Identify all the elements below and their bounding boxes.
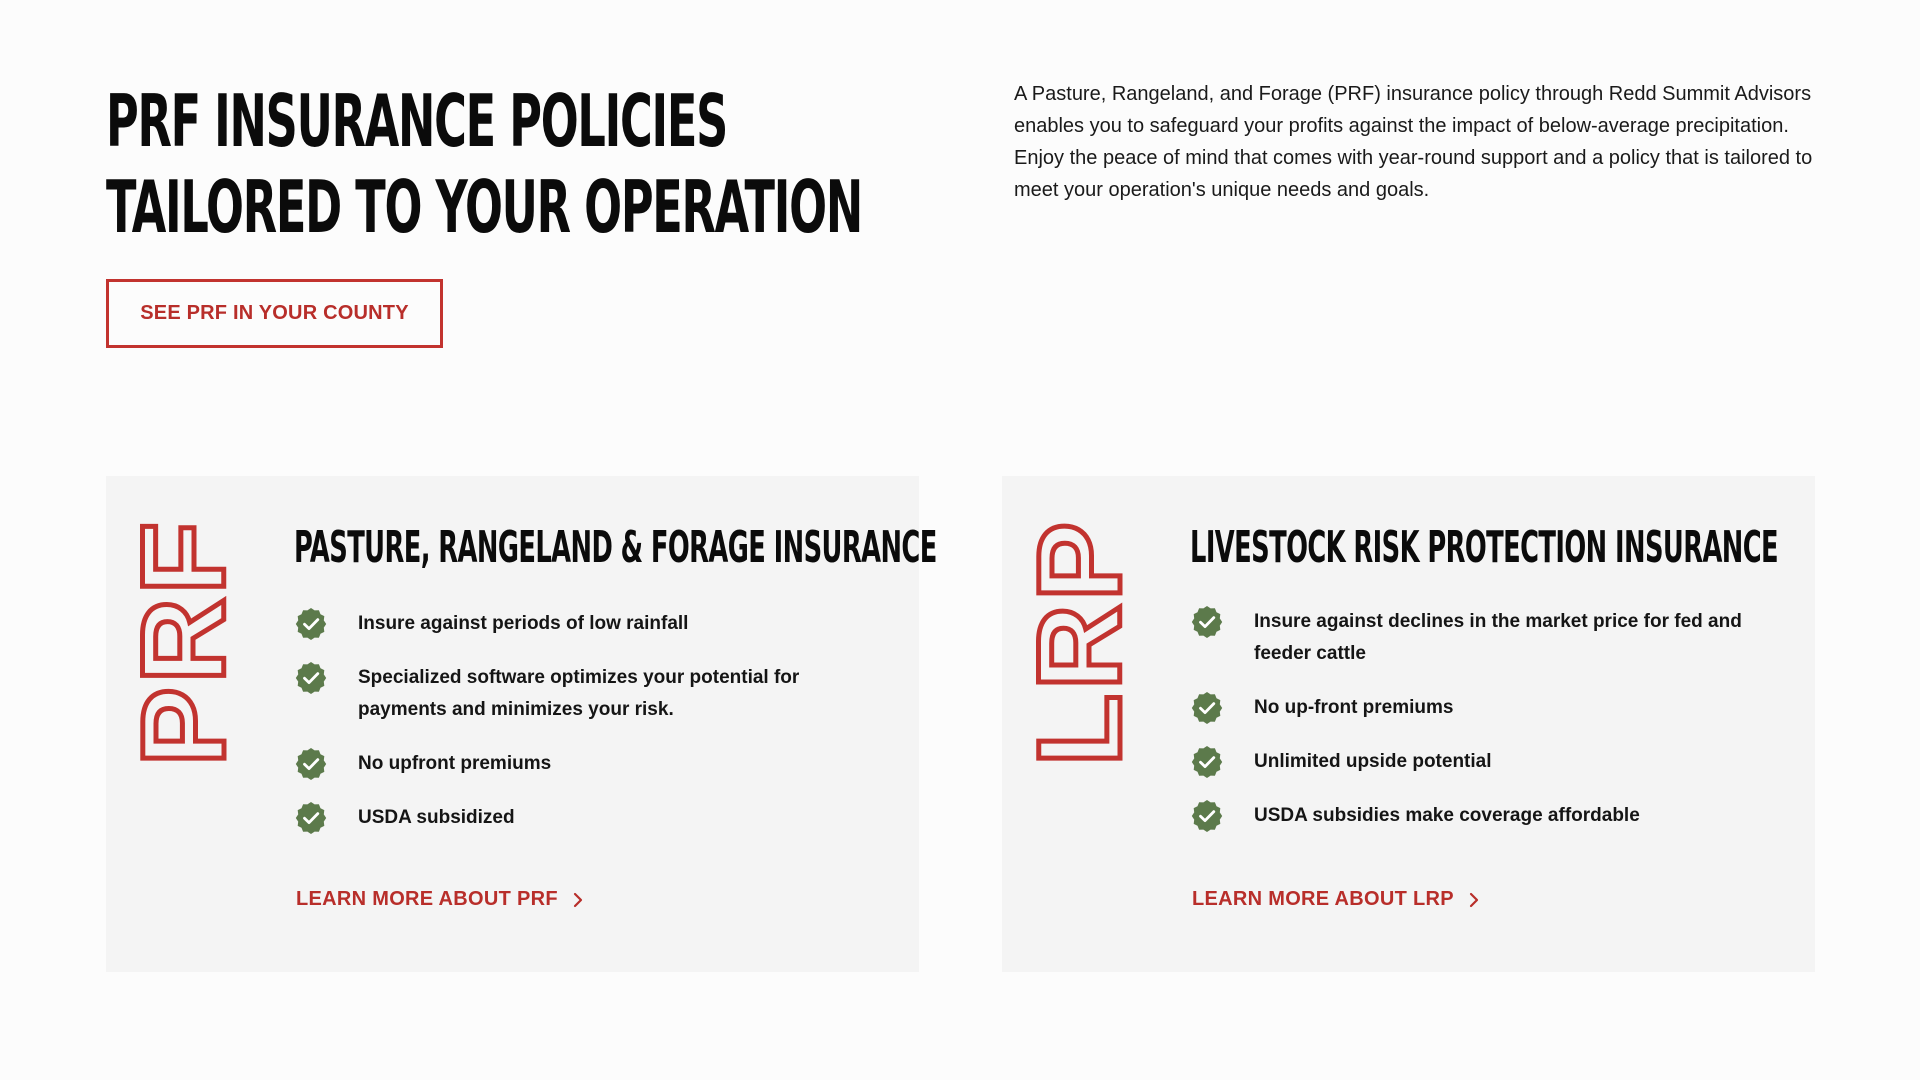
feature-text: Specialized software optimizes your potential for payments and minimizes your risk. (358, 667, 800, 720)
lrp-logo-graphic (1014, 518, 1146, 768)
learn-more-lrp-label: LEARN MORE ABOUT LRP (1192, 888, 1454, 910)
lrp-feature-list (1190, 606, 1770, 854)
feature-item (294, 748, 874, 780)
chevron-right-icon (1468, 891, 1480, 909)
learn-more-prf-link[interactable] (296, 888, 584, 911)
feature-text: No upfront premiums (358, 753, 552, 774)
prf-feature-list (294, 608, 874, 856)
page-title: PRF INSURANCE POLICIES TAILORED TO YOUR OPERATION (106, 79, 862, 249)
check-badge-icon (1190, 691, 1224, 725)
check-badge-icon (294, 801, 328, 835)
feature-item (1190, 800, 1770, 832)
feature-text: USDA subsidized (358, 807, 515, 828)
feature-item (1190, 606, 1770, 670)
lrp-card (1002, 476, 1815, 972)
chevron-right-icon (572, 891, 584, 909)
feature-text: Insure against declines in the market price for fed and feeder cattle (1254, 611, 1742, 664)
check-badge-icon (1190, 799, 1224, 833)
prf-logo (118, 518, 250, 768)
learn-more-lrp-link[interactable] (1192, 888, 1480, 911)
lrp-logo-text: LRP (1014, 518, 1146, 766)
feature-item (294, 662, 874, 726)
feature-item (1190, 746, 1770, 778)
feature-text: Insure against periods of low rainfall (358, 613, 689, 634)
feature-item (294, 802, 874, 834)
check-badge-icon (294, 607, 328, 641)
lrp-card-title: LIVESTOCK RISK PROTECTION INSURANCE (1190, 522, 1779, 573)
prf-card-title: PASTURE, RANGELAND & FORAGE INSURANCE (294, 522, 937, 573)
feature-text: USDA subsidies make coverage affordable (1254, 805, 1640, 826)
see-prf-in-county-button[interactable]: SEE PRF IN YOUR COUNTY (106, 279, 443, 348)
learn-more-prf-label: LEARN MORE ABOUT PRF (296, 888, 558, 910)
check-badge-icon (1190, 745, 1224, 779)
intro-paragraph: A Pasture, Rangeland, and Forage (PRF) insurance policy through Redd Summit Advisors enables you to safeguard your profits against the impact of below-average precipitation. Enjoy the peace of mind that comes with year-round support and a policy that is tailored to meet your operation's unique needs and goals. (1014, 83, 1813, 201)
check-badge-icon (294, 747, 328, 781)
feature-text: Unlimited upside potential (1254, 751, 1492, 772)
prf-logo-text: PRF (118, 518, 250, 766)
feature-text: No up-front premiums (1254, 697, 1454, 718)
feature-item (294, 608, 874, 640)
lrp-logo (1014, 518, 1146, 768)
check-badge-icon (294, 661, 328, 695)
prf-logo-graphic (118, 518, 250, 768)
check-badge-icon (1190, 605, 1224, 639)
feature-item (1190, 692, 1770, 724)
prf-card (106, 476, 937, 972)
